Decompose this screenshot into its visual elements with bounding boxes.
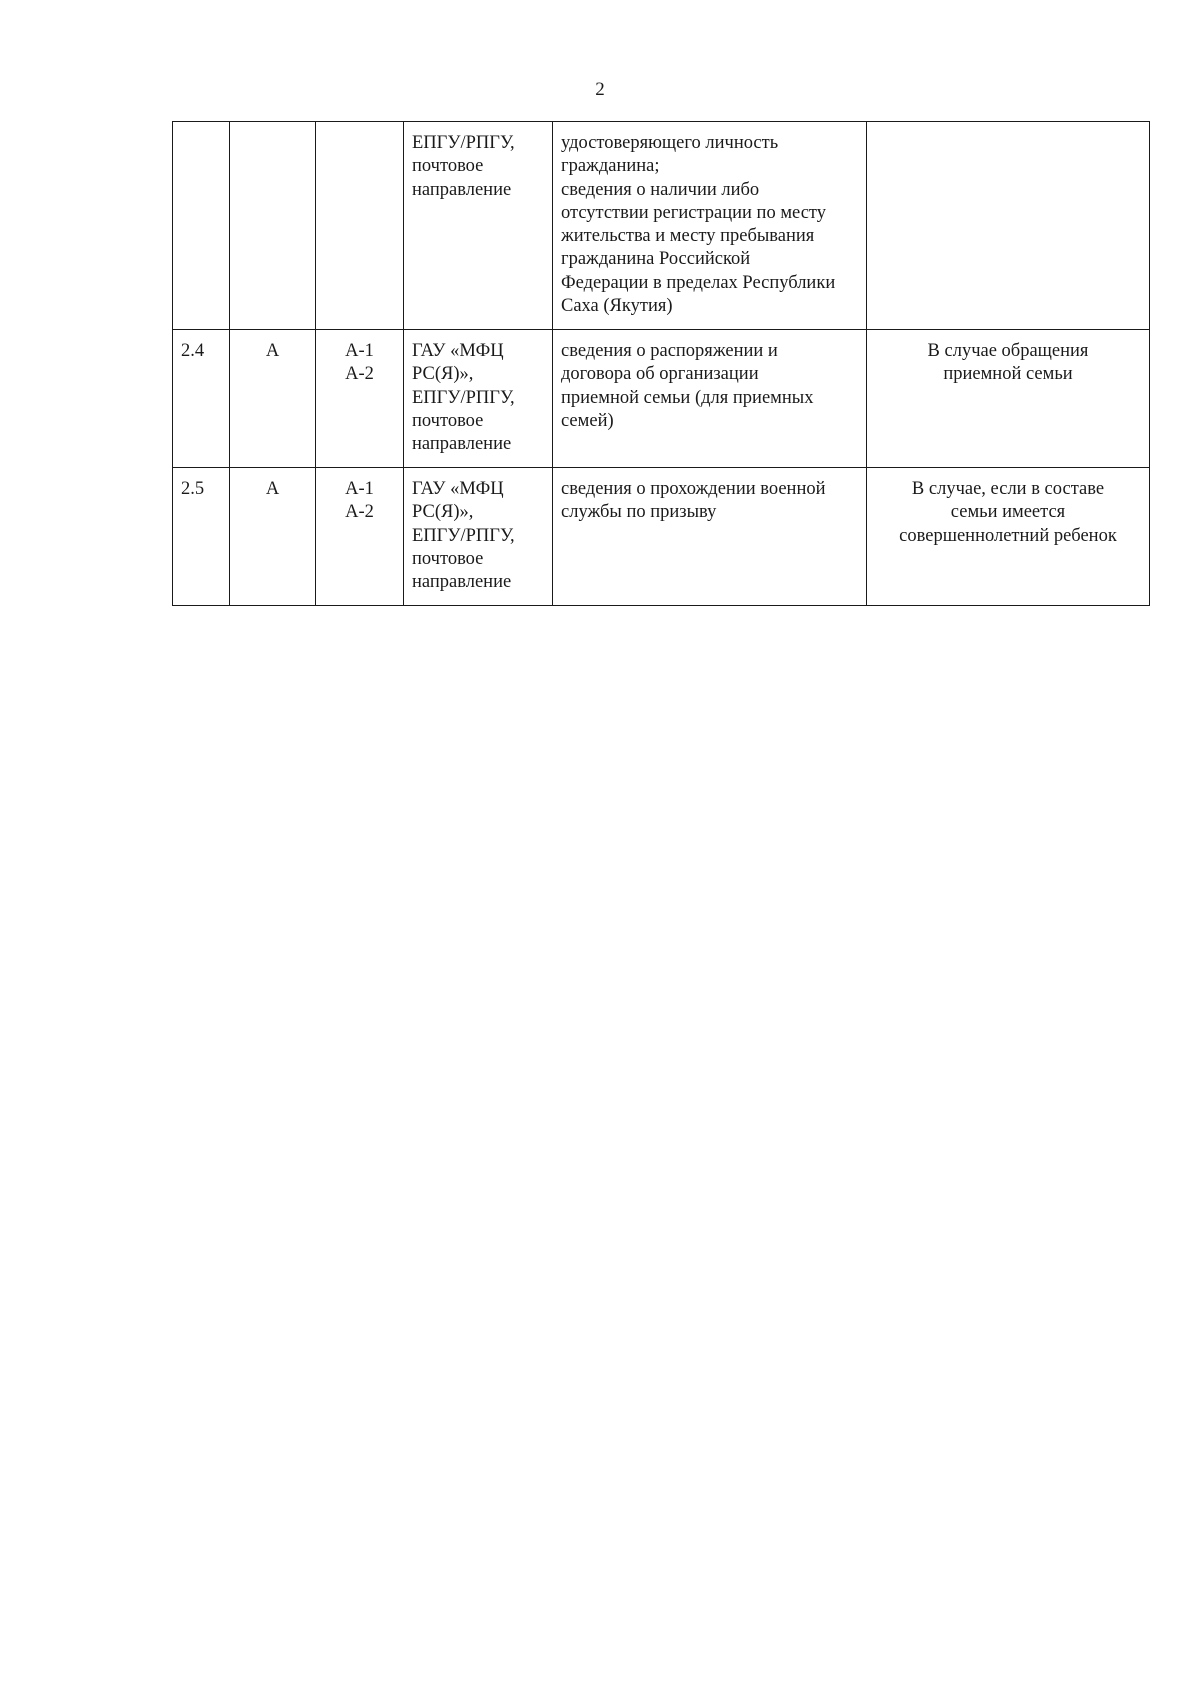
note-cell [867,468,1150,606]
description-cell [553,468,867,606]
table-row [173,468,1150,606]
description-line: сведения о наличии либо [561,179,760,200]
code-value: А-1 [345,479,374,499]
source-line: ГАУ «МФЦ [412,341,504,361]
source-cell [404,468,553,606]
category-cell [230,330,316,468]
code-value: А-1 [345,341,374,361]
row-number-cell [173,330,230,468]
category-cell [230,468,316,606]
description-line: семей) [561,410,614,431]
description-line: договора об организации [561,364,759,385]
row-number-cell [173,468,230,606]
description-line: сведения о распоряжении и [561,341,778,361]
description-line: Саха (Якутия) [561,296,673,317]
description-line: приемной семьи (для приемных [561,387,814,408]
source-line: РС(Я)», [412,502,474,523]
code-value: А-2 [345,364,374,385]
source-line: направление [412,434,512,455]
description-cell [553,330,867,468]
note-cell [867,330,1150,468]
source-line: почтовое [412,548,484,569]
description-line: отсутствии регистрации по месту [561,202,827,223]
page-number: 2 [595,79,605,100]
table-row [173,330,1150,468]
note-line: В случае обращения [927,341,1089,361]
source-line: направление [412,572,512,593]
description-cell [553,122,867,330]
description-line: сведения о прохождении военной [561,479,826,499]
description-line: службы по призыву [561,502,717,523]
note-line: В случае, если в составе [911,479,1105,499]
category-value: А [265,479,280,499]
category-cell [230,122,316,330]
note-line: совершеннолетний ребенок [899,525,1117,546]
source-line: направление [412,179,512,200]
codes-cell [316,468,404,606]
category-value: А [265,341,280,361]
note-line: приемной семьи [943,364,1073,385]
note-cell [867,122,1150,330]
source-line: почтовое [412,156,484,177]
description-line: удостоверяющего личность [561,133,779,153]
source-line: ЕПГУ/РПГУ, [412,525,515,546]
row-number: 2.4 [181,341,205,361]
source-line: почтовое [412,410,484,431]
source-line: ГАУ «МФЦ [412,479,504,499]
source-line: ЕПГУ/РПГУ, [412,387,515,408]
note-line: семьи имеется [950,502,1066,523]
description-line: гражданина; [561,156,660,177]
codes-cell [316,330,404,468]
source-line: РС(Я)», [412,364,474,385]
codes-cell [316,122,404,330]
source-cell [404,330,553,468]
code-value: А-2 [345,502,374,523]
description-line: гражданина Российской [561,249,751,270]
table-row [173,122,1150,330]
description-line: жительства и месту пребывания [561,226,815,247]
requirements-table [172,121,1150,606]
row-number: 2.5 [181,479,205,499]
description-line: Федерации в пределах Республики [561,272,836,293]
source-cell [404,122,553,330]
row-number-cell [173,122,230,330]
source-line: ЕПГУ/РПГУ, [412,133,515,153]
